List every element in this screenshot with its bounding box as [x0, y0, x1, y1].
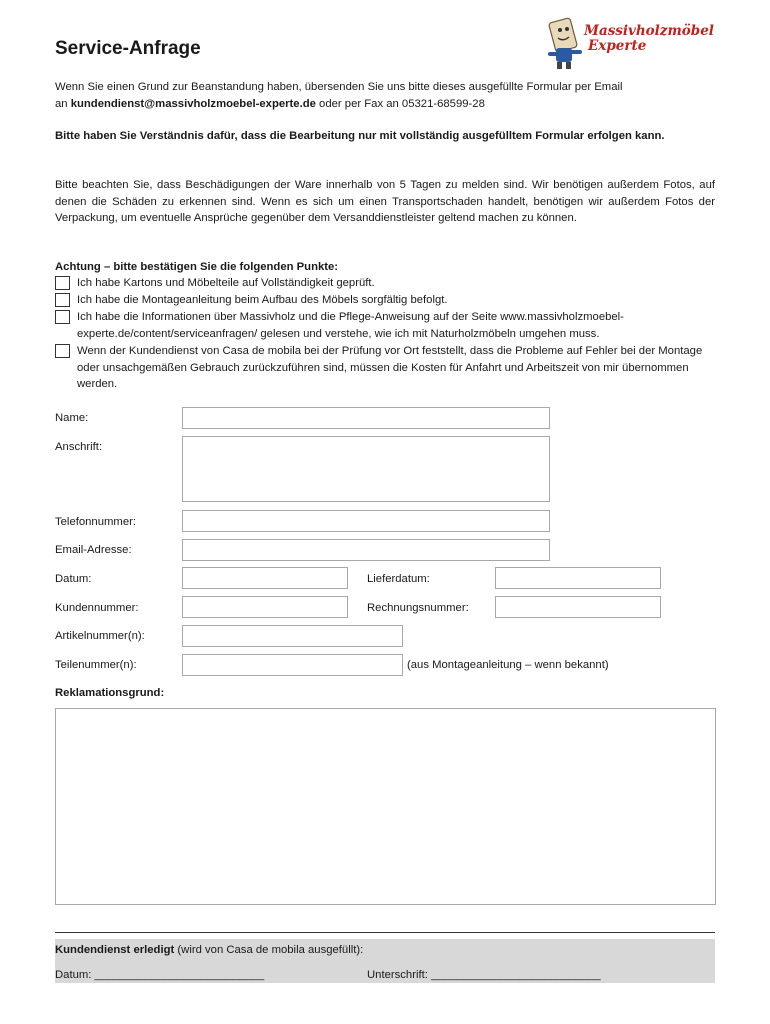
phone-label: Telefonnummer:: [55, 516, 136, 528]
customer-number-field[interactable]: [182, 596, 348, 618]
mascot-icon: [546, 16, 586, 70]
logo-line-1: Massivholzmöbel: [584, 23, 714, 39]
done-note: (wird von Casa de mobila ausgefüllt):: [174, 944, 364, 956]
delivery-date-label: Lieferdatum:: [367, 573, 430, 585]
signature-line: Unterschrift: ___________________________: [367, 969, 601, 981]
done-line: [55, 942, 363, 958]
confirm-checkbox-1[interactable]: [55, 276, 70, 290]
support-email-link[interactable]: kundendienst@massivholzmoebel-experte.de: [70, 97, 316, 110]
confirm-item-label: Ich habe die Montageanleitung beim Aufbau des Möbels sorgfältig befolgt.: [77, 294, 448, 306]
confirm-checkbox-4[interactable]: [55, 344, 70, 358]
logo-line-2: Experte: [588, 38, 647, 54]
part-number-hint: (aus Montageanleitung – wenn bekannt): [407, 659, 609, 671]
email-label: Email-Adresse:: [55, 544, 132, 556]
email-field[interactable]: [182, 539, 550, 561]
confirm-item: [55, 292, 715, 309]
confirm-item: [55, 309, 715, 342]
customer-number-label: Kundennummer:: [55, 602, 139, 614]
intro-prefix: an: [55, 97, 71, 110]
confirm-item-label: Wenn der Kundendienst von Casa de mobila bei der Prüfung vor Ort feststellt, dass die Probleme auf Fehler bei der Montage oder unsachgemäßen Gebrauch zurückzuführen sind, müssen die Kosten für Anfahrt und Arbeitszeit von mir übernommen werden.: [77, 345, 703, 390]
invoice-number-label: Rechnungsnummer:: [367, 602, 469, 614]
phone-field[interactable]: [182, 510, 550, 532]
confirm-item-label: Ich habe die Informationen über Massivholz und die Pflege-Anweisung auf der Seite www.massivholzmoebel-experte.de/content/serviceanfragen/ gelesen und verstehe, wie ich mit Naturholzmöbeln umgehen muss.: [77, 311, 624, 340]
name-label: Name:: [55, 412, 89, 424]
confirm-item-label: Ich habe Kartons und Möbelteile auf Vollständigkeit geprüft.: [77, 277, 375, 289]
delivery-date-field[interactable]: [495, 567, 661, 589]
address-field[interactable]: [182, 436, 550, 502]
done-date-line: Datum: ___________________________: [55, 969, 265, 981]
address-label: Anschrift:: [55, 441, 103, 453]
part-number-field[interactable]: [182, 654, 403, 676]
notice-text: Bitte haben Sie Verständnis dafür, dass die Bearbeitung nur mit vollständig ausgefülltem Formular erfolgen kann.: [55, 130, 665, 142]
article-number-field[interactable]: [182, 625, 403, 647]
intro-line-1: Wenn Sie einen Grund zur Beanstandung haben, übersenden Sie uns bitte dieses ausgefüllte Formular per Email: [55, 81, 623, 93]
name-field[interactable]: [182, 407, 550, 429]
part-number-label: Teilenummer(n):: [55, 659, 137, 671]
done-label: Kundendienst erledigt: [55, 944, 175, 956]
damage-note: Bitte beachten Sie, dass Beschädigungen der Ware innerhalb von 5 Tagen zu melden sind. Wir benötigen außerdem Fotos, auf denen die Schäden zu erkennen sind. Wenn es sich um einen Transportschaden handelt, benötigen wir außerdem Fotos der Verpackung, um eventuelle Ansprüche gegenüber dem Versanddienstleister geltend machen zu können.: [55, 179, 715, 224]
confirm-heading: Achtung – bitte bestätigen Sie die folgenden Punkte:: [55, 261, 339, 273]
reason-field[interactable]: [55, 708, 716, 905]
confirm-checkbox-2[interactable]: [55, 293, 70, 307]
intro-text: [55, 79, 715, 112]
date-field[interactable]: [182, 567, 348, 589]
reason-label: Reklamationsgrund:: [55, 687, 165, 699]
confirm-item: [55, 275, 715, 292]
invoice-number-field[interactable]: [495, 596, 661, 618]
confirm-item: [55, 343, 715, 393]
intro-suffix: oder per Fax an 05321-68599-28: [315, 97, 485, 110]
company-logo: [546, 16, 714, 70]
confirm-checkbox-3[interactable]: [55, 310, 70, 324]
article-number-label: Artikelnummer(n):: [55, 630, 145, 642]
page-title: Service-Anfrage: [55, 38, 201, 59]
divider: [55, 932, 715, 933]
date-label: Datum:: [55, 573, 92, 585]
